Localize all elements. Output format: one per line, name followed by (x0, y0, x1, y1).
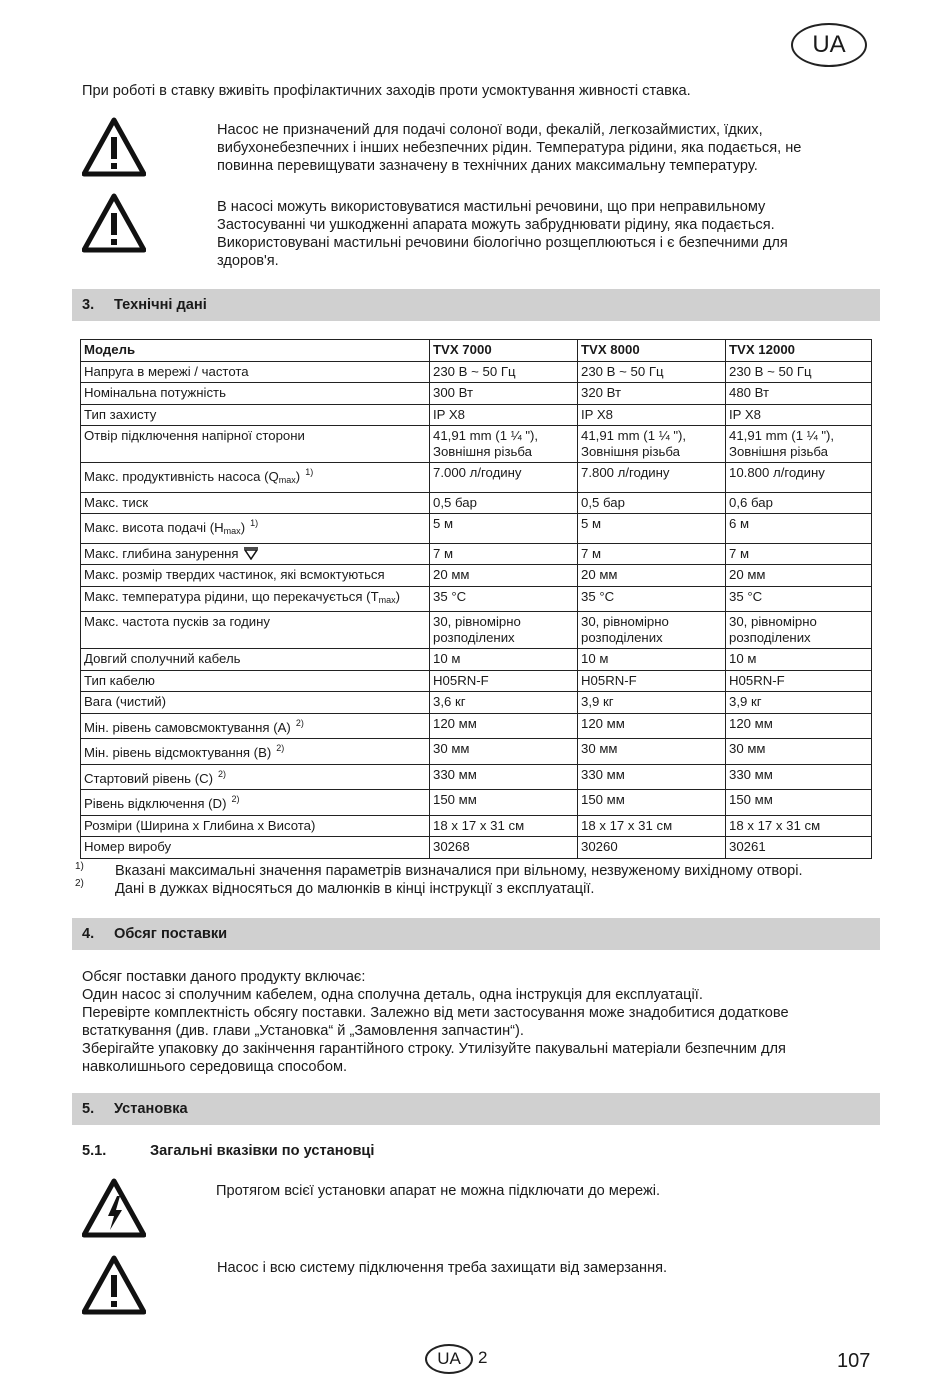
row-label (81, 586, 430, 612)
warning-1-line: Насос не призначений для подачі солоної води, фекалій, легкозаймистих, їдких, (217, 122, 763, 138)
table-cell: 18 x 17 x 31 см (578, 815, 726, 837)
table-cell: 230 В ~ 50 Гц (430, 361, 578, 383)
table-row (81, 837, 872, 859)
footnote-marks (75, 858, 84, 892)
row-label (81, 361, 430, 383)
installation-warning-1: Протягом всієї установки апарат не можна підключати до мережі. (216, 1183, 661, 1199)
table-cell: 3,9 кг (726, 692, 872, 714)
table-cell: 18 x 17 x 31 см (726, 815, 872, 837)
table-cell: 30268 (430, 837, 578, 859)
row-label-text: Номінальна потужність (84, 385, 226, 400)
table-cell: 480 Вт (726, 383, 872, 405)
row-label (81, 713, 430, 739)
footnotes (115, 862, 803, 898)
row-label (81, 565, 430, 587)
table-cell: 150 мм (578, 790, 726, 816)
table-cell: H05RN-F (430, 670, 578, 692)
row-label-tail: ) (240, 520, 246, 535)
table-cell: 10 м (726, 649, 872, 671)
table-cell: 230 В ~ 50 Гц (726, 361, 872, 383)
table-cell: 230 В ~ 50 Гц (578, 361, 726, 383)
table-cell: 7 м (578, 543, 726, 565)
delivery-line: Один насос зі сполучним кабелем, одна сполучна деталь, одна інструкція для експлуатації. (82, 987, 703, 1003)
row-label-text: Мін. рівень відсмоктування (B) (84, 745, 272, 760)
row-label-text: Отвір підключення напірної сторони (84, 428, 305, 443)
language-badge: UA (791, 23, 867, 67)
row-label (81, 492, 430, 514)
delivery-scope-text (82, 968, 789, 1076)
delivery-line: Обсяг поставки даного продукту включає: (82, 969, 366, 985)
row-label-text: Макс. частота пусків за годину (84, 614, 271, 629)
section-3-heading (72, 289, 880, 321)
installation-warning-2: Насос і всю систему підключення треба захищати від замерзання. (217, 1260, 668, 1276)
table-row (81, 426, 872, 463)
table-row (81, 815, 872, 837)
table-row (81, 383, 872, 405)
table-cell: 120 мм (726, 713, 872, 739)
table-cell: 30260 (578, 837, 726, 859)
footnote-reference: 1) (250, 518, 259, 528)
table-cell: H05RN-F (578, 670, 726, 692)
row-label-text: Макс. глибина занурення (84, 545, 239, 561)
table-cell: 7.800 л/годину (578, 463, 726, 493)
delivery-line: Перевірте комплектність обсягу поставки. Залежно від мети застосування може знадобитися додаткове (82, 1005, 789, 1021)
row-label (81, 383, 430, 405)
delivery-line: встаткування (див. глави „Установка“ й „Замовлення запчастин“). (82, 1023, 524, 1039)
table-cell: 120 мм (578, 713, 726, 739)
table-cell: 20 мм (726, 565, 872, 587)
table-row (81, 649, 872, 671)
footnote-reference: 2) (231, 794, 240, 804)
table-cell: IP X8 (578, 404, 726, 426)
table-row (81, 361, 872, 383)
row-label-text: Довгий сполучний кабель (84, 651, 241, 666)
section-4-heading (72, 918, 880, 950)
section-title: Технічні дані (114, 297, 207, 313)
row-label-text: Макс. тиск (84, 494, 149, 510)
table-cell: 10 м (578, 649, 726, 671)
row-label (81, 649, 430, 671)
footer-language-badge: UA (425, 1344, 473, 1374)
row-label (81, 426, 430, 463)
row-label-tail: ) (395, 588, 401, 604)
table-cell: H05RN-F (726, 670, 872, 692)
table-cell: 35 °C (726, 586, 872, 612)
row-label (81, 837, 430, 859)
table-cell: 41,91 mm (1 ¼ "), Зовнішня різьба (578, 426, 726, 463)
row-label (81, 612, 430, 649)
table-cell: 20 мм (578, 565, 726, 587)
table-cell: 120 мм (430, 713, 578, 739)
row-label (81, 692, 430, 714)
row-label-text: Розміри (Ширина x Глибина x Висота) (84, 817, 316, 833)
row-label (81, 739, 430, 765)
row-label (81, 764, 430, 790)
warning-1-line: повинна перевищувати зазначену в технічних даних максимальну температуру. (217, 158, 758, 174)
table-cell: 10.800 л/годину (726, 463, 872, 493)
table-cell: 7.000 л/годину (430, 463, 578, 493)
table-cell: 330 мм (430, 764, 578, 790)
footnote-reference: 2) (295, 717, 304, 728)
row-label-text: Тип захисту (84, 406, 157, 422)
table-cell: IP X8 (430, 404, 578, 426)
table-cell: 150 мм (430, 790, 578, 816)
page-number: 107 (837, 1350, 871, 1372)
warning-1-line: вибухонебезпечних і інших небезпечних рідин. Температура рідини, яка подається, не (217, 140, 802, 156)
row-label-text: Мін. рівень самовсмоктування (A) (84, 719, 291, 735)
subsection-5-1-heading (82, 1143, 375, 1159)
row-label (81, 463, 430, 493)
warning-2-line: Застосуванні чи ушкодженні апарата можуть забруднювати рідину, яка подається. (217, 217, 775, 233)
table-cell: 0,5 бар (578, 492, 726, 514)
table-cell: 330 мм (726, 764, 872, 790)
row-label (81, 815, 430, 837)
warning-2-line: Використовувані мастильні речовини біологічно розщеплюються і є безпечними для (217, 235, 788, 251)
row-label-subscript: max (223, 526, 241, 536)
section-number: 5. (82, 1101, 95, 1117)
table-row (81, 565, 872, 587)
row-label-text: Тип кабелю (84, 672, 155, 688)
table-cell: 7 м (430, 543, 578, 565)
table-cell: 30, рівномірно розподілених (578, 612, 726, 649)
row-label-text: Напруга в мережі / частота (84, 363, 249, 379)
table-cell: 320 Вт (578, 383, 726, 405)
table-cell: 18 x 17 x 31 см (430, 815, 578, 837)
row-label (81, 404, 430, 426)
table-row (81, 404, 872, 426)
electric-hazard-icon (82, 1178, 146, 1238)
row-label (81, 514, 430, 544)
table-row (81, 586, 872, 612)
table-row (81, 790, 872, 816)
table-cell: 30 мм (726, 739, 872, 765)
local-page-number: 2 (478, 1348, 488, 1367)
subsection-title: Загальні вказівки по установці (150, 1143, 375, 1159)
table-cell: 30261 (726, 837, 872, 859)
table-cell: 30, рівномірно розподілених (430, 612, 578, 649)
row-label (81, 790, 430, 816)
table-cell: 5 м (430, 514, 578, 544)
table-row (81, 463, 872, 493)
row-label-text: Макс. продуктивність насоса (Q (84, 469, 279, 484)
warning-triangle-icon (82, 1255, 146, 1315)
row-label-text: Вага (чистий) (84, 694, 167, 709)
table-cell: 6 м (726, 514, 872, 544)
table-cell: 35 °C (578, 586, 726, 612)
table-cell: 10 м (430, 649, 578, 671)
row-label (81, 543, 430, 565)
table-header-cell: TVX 12000 (726, 340, 872, 362)
table-row (81, 492, 872, 514)
section-number: 3. (82, 297, 95, 313)
table-cell: 3,9 кг (578, 692, 726, 714)
table-header-cell: TVX 8000 (578, 340, 726, 362)
technical-data-table (80, 339, 872, 859)
table-cell: 300 Вт (430, 383, 578, 405)
table-cell: 30, рівномірно розподілених (726, 612, 872, 649)
table-cell: 30 мм (578, 739, 726, 765)
table-row (81, 692, 872, 714)
warning-triangle-icon (82, 117, 146, 177)
table-cell: 30 мм (430, 739, 578, 765)
table-row (81, 514, 872, 544)
table-cell: 5 м (578, 514, 726, 544)
row-label (81, 670, 430, 692)
table-cell: 0,5 бар (430, 492, 578, 514)
footnote-mark: 1) (75, 861, 84, 872)
table-cell: 20 мм (430, 565, 578, 587)
section-title: Установка (114, 1101, 188, 1117)
footnote-reference: 2) (218, 768, 227, 779)
footnote-line: Вказані максимальні значення параметрів визначалися при вільному, незвуженому вихідному отворі. (115, 863, 803, 879)
row-label-text: Макс. температура рідини, що перекачується (T (84, 588, 379, 604)
row-label-text: Макс. розмір твердих частинок, які всмоктуються (84, 567, 385, 582)
table-row (81, 713, 872, 739)
section-number: 4. (82, 926, 95, 942)
warning-2-line: здоров'я. (217, 253, 279, 269)
table-row (81, 670, 872, 692)
table-row (81, 543, 872, 565)
section-title: Обсяг поставки (114, 926, 228, 942)
row-label-tail: ) (295, 469, 301, 484)
table-cell: 150 мм (726, 790, 872, 816)
warning-text-2 (217, 198, 788, 270)
table-row (81, 764, 872, 790)
water-level-icon (244, 547, 258, 560)
footnote-reference: 2) (276, 743, 285, 753)
table-row (81, 612, 872, 649)
table-cell: 41,91 mm (1 ¼ "), Зовнішня різьба (430, 426, 578, 463)
delivery-line: навколишнього середовища способом. (82, 1059, 348, 1075)
row-label-subscript: max (378, 594, 396, 605)
intro-text: При роботі в ставку вживіть профілактичних заходів проти усмоктування живності ставка. (82, 83, 691, 99)
table-cell: 35 °C (430, 586, 578, 612)
section-5-heading (72, 1093, 880, 1125)
table-cell: 41,91 mm (1 ¼ "), Зовнішня різьба (726, 426, 872, 463)
footnote-mark: 2) (75, 878, 84, 889)
footnote-line: Дані в дужках відносяться до малюнків в кінці інструкції з експлуатації. (115, 881, 595, 897)
table-cell: IP X8 (726, 404, 872, 426)
row-label-text: Рівень відключення (D) (84, 796, 227, 811)
row-label-text: Макс. висота подачі (H (84, 520, 224, 535)
table-cell: 3,6 кг (430, 692, 578, 714)
row-label-text: Стартовий рівень (C) (84, 770, 214, 786)
table-row (81, 739, 872, 765)
subsection-number: 5.1. (82, 1143, 107, 1159)
table-header-row (81, 340, 872, 362)
table-cell: 330 мм (578, 764, 726, 790)
warning-text-1 (217, 121, 801, 175)
delivery-line: Зберігайте упаковку до закінчення гарантійного строку. Утилізуйте пакувальні матеріали безпечним для (82, 1041, 786, 1057)
table-cell: 7 м (726, 543, 872, 565)
row-label-text: Номер виробу (84, 839, 172, 854)
row-label-subscript: max (278, 475, 296, 485)
warning-2-line: В насосі можуть використовуватися мастильні речовини, що при неправильному (217, 199, 766, 215)
table-header-cell: Модель (81, 340, 430, 362)
table-header-cell: TVX 7000 (430, 340, 578, 362)
warning-triangle-icon (82, 193, 146, 253)
footnote-reference: 1) (305, 467, 314, 477)
table-cell: 0,6 бар (726, 492, 872, 514)
